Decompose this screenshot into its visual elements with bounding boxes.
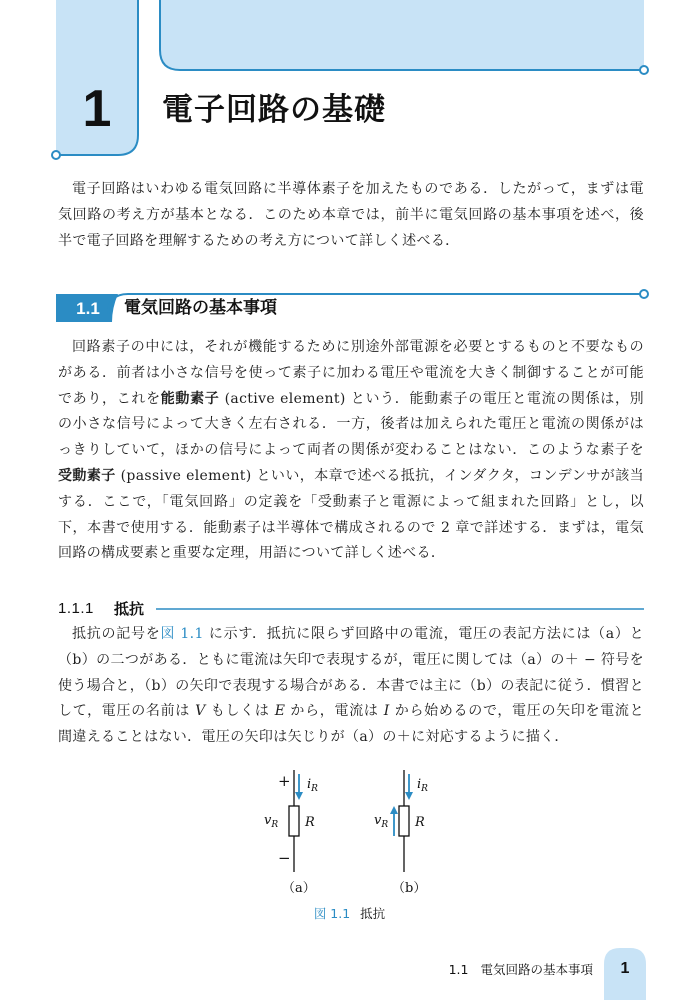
current-label-b [417,777,428,794]
current-subscript: R [421,784,428,794]
current-label-a [307,777,318,794]
current-symbol: i [307,777,312,792]
voltage-subscript: R [271,820,279,830]
text-run: 回路素子の中には，それが機能するために別途外部電源を必要とするものと不要なものがある．前者は小さな信号を使って素子に加わる電圧や電流を大きく制御することが可能であり，これを [58,339,644,407]
panel-end-dot-left [52,151,60,159]
footer-section-number: 1.1 [448,962,469,977]
page-number-tab [0,940,699,1000]
figure-reference-link[interactable]: 図 1.1 [160,626,204,642]
text-run: (passive element) といい，本章で述べる抵抗，インダクタ，コンデンサが該当する．ここで，「電気回路」の定義を「受動素子と電源によって組まれた回路」とし，以下，本書で使用する．能動素子は半導体で構成されるので 2 章で詳述する．まずは，電気回路の構成要素と重要な定理，用語について詳しく述べる． [58,467,644,562]
section-number: 1.1 [76,299,100,318]
caption-text: 抵抗 [360,906,386,921]
current-symbol: i [417,777,422,792]
chapter-number: 1 [82,80,112,138]
text-run: から始めるので，電圧の矢印を電流と間違えることはない．電圧の矢印は矢じりが（a）の＋に対応するように描く． [58,703,644,746]
subsection-title: 抵抗 [114,600,145,618]
subsection-paragraph [58,622,644,751]
text-run: に示す．抵抗に限らず回路中の電流，電圧の表記方法には（a）と（b）の二つがある．ともに電流は矢印で表現するが，電圧に関しては（a）の＋ − 符号を使う場合と，（b）の矢印で表現する場合がある．本書では主に（b）の表記に従う．慣習として，電圧の名前は [58,626,644,720]
resistor-a-symbol [289,806,299,836]
symbol-e: E [274,703,286,720]
footer-section-title: 電気回路の基本事項 [480,962,593,977]
resistor-b-symbol [399,806,409,836]
symbol-i: I [383,703,390,720]
section-title: 電気回路の基本事項 [124,298,277,318]
circuit-a [264,770,318,896]
figure-resistor-diagram [258,766,458,901]
subsection-rule [0,606,699,612]
voltage-label-b [374,813,388,830]
term-passive-element: 受動素子 [58,467,116,484]
voltage-subscript: R [381,820,389,830]
resistor-label-a: R [305,815,315,830]
caption-label: 図 1.1 [313,906,351,921]
running-footer [449,961,593,979]
resistor-label-b: R [415,815,425,830]
panel-end-dot-right [640,66,648,74]
intro-paragraph: 電子回路はいわゆる電気回路に半導体素子を加えたものである．したがって，まずは電気回路の考え方が基本となる．このため本章では，前半に電気回路の基本事項を述べ，後半で電子回路を理解するための考え方について詳しく述べる． [58,181,644,249]
voltage-symbol: v [374,813,382,828]
text-run: 抵抗の記号を [72,626,161,642]
figure-label-b: （b） [392,881,427,896]
section-paragraph [58,335,644,567]
chapter-top-panel [160,0,644,70]
minus-sign: − [278,849,291,867]
plus-sign: + [278,772,291,790]
section-rule-end-dot [640,290,648,298]
figure-caption [0,905,699,923]
subsection-number: 1.1.1 [58,600,94,617]
circuit-b [374,770,428,896]
current-subscript: R [311,784,318,794]
page-number: 1 [620,960,630,977]
text-run: (active element) という．能動素子の電圧と電流の関係は，別の小さな信号によって大きく左右される．一方，後者は加えられた電圧と電流の関係がはっきりしていて，ほかの信号によって両者の関係が変わることはない．このような素子を [58,390,644,459]
term-active-element: 能動素子 [160,390,220,407]
symbol-v: V [195,703,206,720]
voltage-label-a [264,813,278,830]
text-run: もしくは [205,703,275,720]
text-run: から，電流は [285,703,384,720]
voltage-symbol: v [264,813,272,828]
chapter-title: 電子回路の基礎 [162,92,386,128]
figure-label-a: （a） [282,881,316,896]
